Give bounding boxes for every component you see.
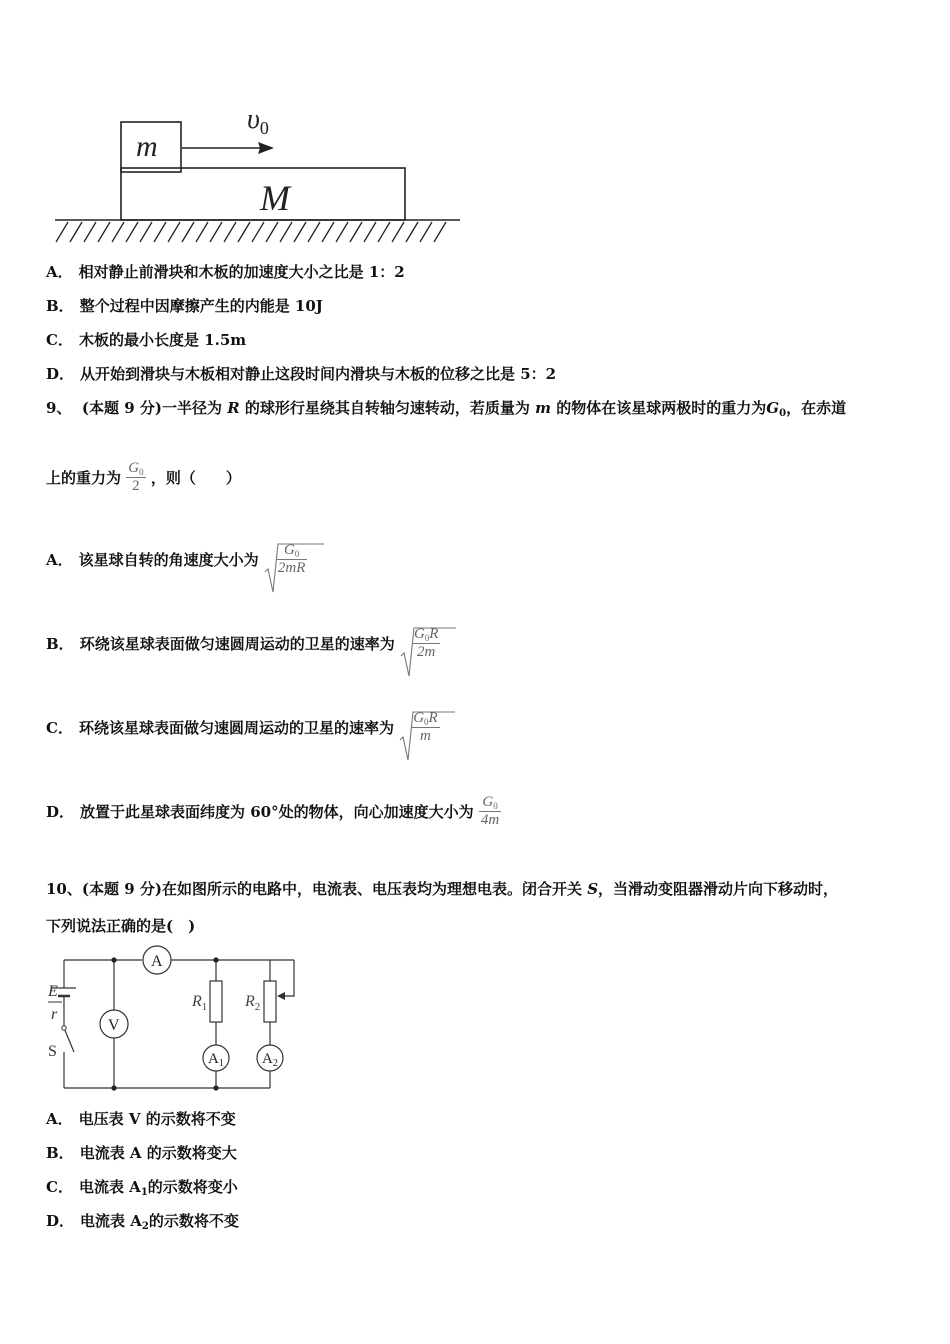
svg-text:A1: $A_1$: [208, 1051, 224, 1069]
q9-stem-line1: 9、 (本题 9 分)一半径为 R 的球形行星绕其自转轴匀速转动，若质量为 m 的物体在该星球两极时的重力为$G_0$，在赤道: [46, 399, 847, 419]
velocity-arrowhead: [258, 142, 274, 154]
q10-stem-line1: 10、(本题 9 分)在如图所示的电路中，电流表、电压表均为理想电表。闭合开关 S，当滑动变阻器滑动片向下移动时，: [46, 880, 839, 898]
q9-stem-line2: 上的重力为 $\frac{G_0}{2}$ ，则（ ）: [46, 460, 241, 494]
svg-text:V: V: [108, 1017, 120, 1034]
switch-label: S: [48, 1043, 57, 1060]
svg-text:A: A: [151, 953, 163, 970]
q9-option-b-sqrt: $\frac{G_0R}{2m}$: [400, 626, 441, 661]
q8-option-a: A． 相对静止前滑块和木板的加速度大小之比是 1：2: [46, 263, 405, 281]
block-board-figure: [50, 100, 470, 248]
slider-arrowhead: [277, 992, 285, 1000]
q9-option-d: D． 放置于此星球表面纬度为 60°处的物体，向心加速度大小为 $\frac{G_0}{4m}$: [46, 794, 500, 828]
small-block-label: m: [136, 130, 158, 163]
rheostat-r2-label: $R_2$: [245, 993, 261, 1013]
ground-hatch: [56, 222, 446, 242]
board-label: M: [260, 178, 290, 218]
q10-option-d: D． 电流表 $A_2$的示数将不变: [46, 1212, 239, 1232]
q10-option-b: B． 电流表 A 的示数将变大: [46, 1144, 237, 1162]
svg-text:A2: $A_2$: [262, 1051, 278, 1069]
resistor-r1: [210, 981, 222, 1022]
q9-g0: $G_0$: [766, 399, 787, 419]
q9-option-a-sqrt: $\frac{G_0}{2mR}$: [264, 542, 308, 577]
q10-stem-line2: 下列说法正确的是( ): [46, 917, 196, 935]
q9-option-a: A． 该星球自转的角速度大小为 $\frac{G_0}{2mR}$: [46, 542, 307, 577]
velocity-label: $\upsilon_0$: [247, 104, 269, 138]
q9-option-c: C． 环绕该星球表面做匀速圆周运动的卫星的速率为 $\frac{G_0R}{m}$: [46, 710, 440, 745]
emf-label: E: [48, 983, 58, 1000]
q8-option-d: D． 从开始到滑块与木板相对静止这段时间内滑块与木板的位移之比是 5：2: [46, 365, 557, 383]
q9-fraction-g0-over-2: $\frac{G_0}{2}$: [128, 460, 144, 494]
q9-option-c-sqrt: $\frac{G_0R}{m}$: [399, 710, 440, 745]
circuit-diagram: [44, 944, 306, 1096]
q9-option-b: B． 环绕该星球表面做匀速圆周运动的卫星的速率为 $\frac{G_0R}{2m}$: [46, 626, 440, 661]
resistor-r1-label: $R_1$: [192, 993, 208, 1013]
q10-option-a: A． 电压表 V 的示数将不变: [46, 1110, 236, 1128]
rheostat-r2: [264, 981, 276, 1022]
q10-option-c: C． 电流表 $A_1$的示数将变小: [46, 1178, 238, 1198]
q8-option-b: B． 整个过程中因摩擦产生的内能是 10J: [46, 297, 323, 315]
q8-option-c: C． 木板的最小长度是 1.5m: [46, 331, 247, 349]
internal-resistance-label: r: [51, 1006, 58, 1023]
q9-option-d-fraction: $\frac{G_0}{4m}$: [480, 794, 500, 828]
